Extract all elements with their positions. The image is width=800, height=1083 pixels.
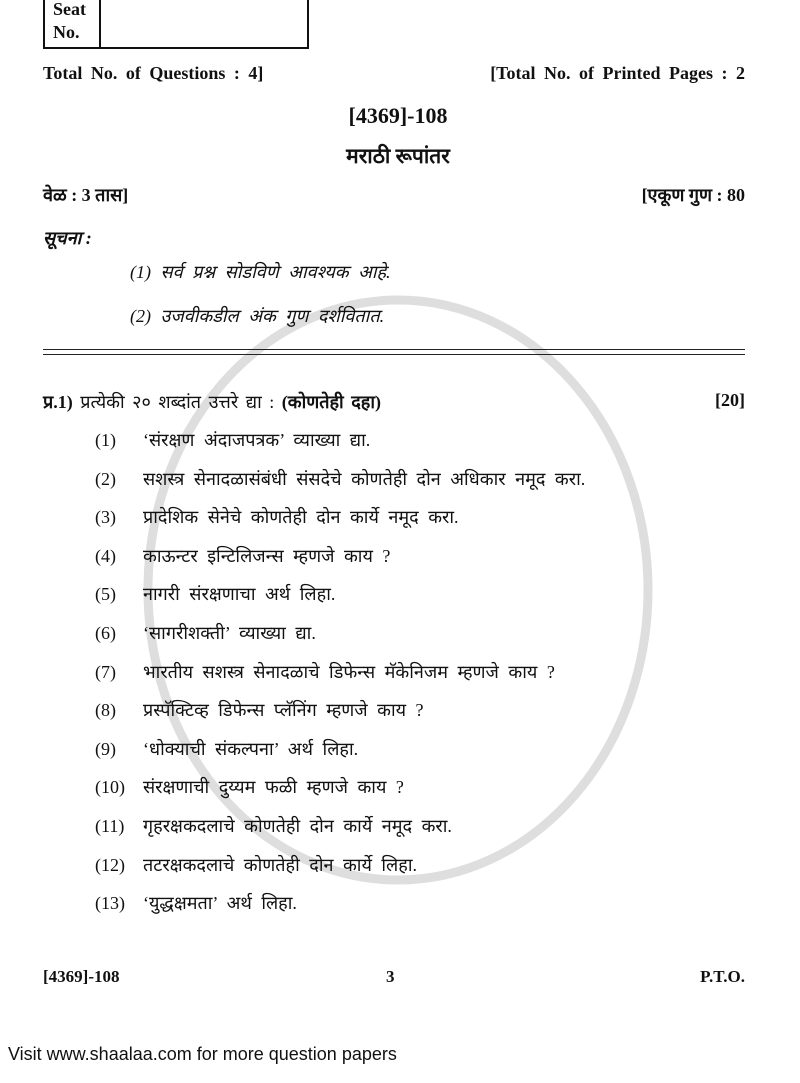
- question-number: प्र.1): [43, 392, 73, 412]
- divider-top: [43, 349, 745, 350]
- item-number: (9): [95, 738, 116, 759]
- total-pages: [Total No. of Printed Pages : 2: [490, 63, 745, 83]
- question-item: [95, 891, 297, 915]
- instruction-item: (2) उजवीकडील अंक गुण दर्शवितात.: [130, 306, 385, 326]
- question-item: [95, 621, 316, 645]
- item-text: ‘सागरीशक्ती’ व्याख्या द्या.: [143, 623, 316, 643]
- question-prompt: प्रत्येकी २० शब्दांत उत्तरे द्या :: [80, 392, 275, 412]
- item-number: (10): [95, 777, 125, 798]
- paper-code: [4369]-108: [348, 103, 448, 128]
- item-number: (8): [95, 700, 116, 721]
- pto: P.T.O.: [700, 967, 745, 986]
- seat-label-2: No.: [53, 22, 80, 42]
- question-item: [95, 814, 452, 838]
- seat-label-1: Seat: [53, 0, 86, 19]
- item-text: ‘धोक्याची संकल्पना’ अर्थ लिहा.: [143, 738, 359, 759]
- question-item: [95, 775, 404, 799]
- item-text: काऊन्टर इन्टिलिजन्स म्हणजे काय ?: [143, 545, 391, 566]
- question-item: [95, 853, 417, 877]
- item-text: ‘संरक्षण अंदाजपत्रक’ व्याख्या द्या.: [143, 430, 371, 450]
- item-text: प्रादेशिक सेनेचे कोणतेही दोन कार्ये नमूद करा.: [143, 507, 459, 528]
- footer-code: [4369]-108: [43, 967, 120, 986]
- question-item: [95, 698, 424, 722]
- item-number: (13): [95, 893, 125, 914]
- item-text: प्रस्पॅक्टिव्ह डिफेन्स प्लॅनिंग म्हणजे काय ?: [143, 700, 424, 721]
- item-text: भारतीय सशस्त्र सेनादळाचे डिफेन्स मॅकेनिजम म्हणजे काय ?: [143, 661, 555, 682]
- seat-number-box: [43, 0, 309, 49]
- total-marks: [एकूण गुण : 80: [641, 185, 745, 205]
- item-number: (4): [95, 545, 116, 566]
- item-text: गृहरक्षकदलाचे कोणतेही दोन कार्ये नमूद करा.: [143, 816, 452, 836]
- item-text: तटरक्षकदलाचे कोणतेही दोन कार्ये लिहा.: [143, 854, 417, 875]
- question-item: [95, 737, 358, 761]
- question-item: [95, 428, 370, 452]
- page-number: 3: [386, 967, 395, 986]
- question-item: [95, 505, 459, 529]
- instruction-item: (1) सर्व प्रश्न सोडविणे आवश्यक आहे.: [130, 262, 391, 282]
- item-number: (12): [95, 854, 125, 875]
- item-text: संरक्षणाची दुय्यम फळी म्हणजे काय ?: [143, 777, 404, 798]
- question-item: [95, 582, 335, 606]
- question-choice: (कोणतेही दहा): [281, 392, 381, 412]
- total-questions: Total No. of Questions : 4]: [43, 63, 264, 83]
- item-number: (2): [95, 468, 116, 489]
- instructions-heading: सूचना :: [43, 228, 92, 248]
- item-number: (5): [95, 584, 116, 605]
- question-item: [95, 544, 390, 568]
- item-number: (6): [95, 623, 116, 643]
- item-text: ‘युद्धक्षमता’ अर्थ लिहा.: [143, 893, 297, 914]
- question-item: [95, 660, 555, 684]
- question-1-marks: [20]: [715, 390, 745, 410]
- question-item: [95, 467, 585, 491]
- item-text: सशस्त्र सेनादळासंबंधी संसदेचे कोणतेही दोन अधिकार नमूद करा.: [143, 468, 586, 489]
- question-1-heading: [43, 390, 381, 414]
- item-number: (7): [95, 661, 116, 682]
- divider-bottom: [43, 354, 745, 355]
- item-text: नागरी संरक्षणाचा अर्थ लिहा.: [143, 584, 336, 605]
- seat-box-divider: [99, 0, 101, 47]
- paper-title: मराठी रूपांतर: [346, 144, 450, 168]
- item-number: (3): [95, 507, 116, 528]
- item-number: (11): [95, 816, 125, 836]
- item-number: (1): [95, 430, 116, 450]
- time-allowed: वेळ : 3 तास]: [43, 185, 129, 205]
- site-note: Visit www.shaalaa.com for more question papers: [8, 1044, 397, 1064]
